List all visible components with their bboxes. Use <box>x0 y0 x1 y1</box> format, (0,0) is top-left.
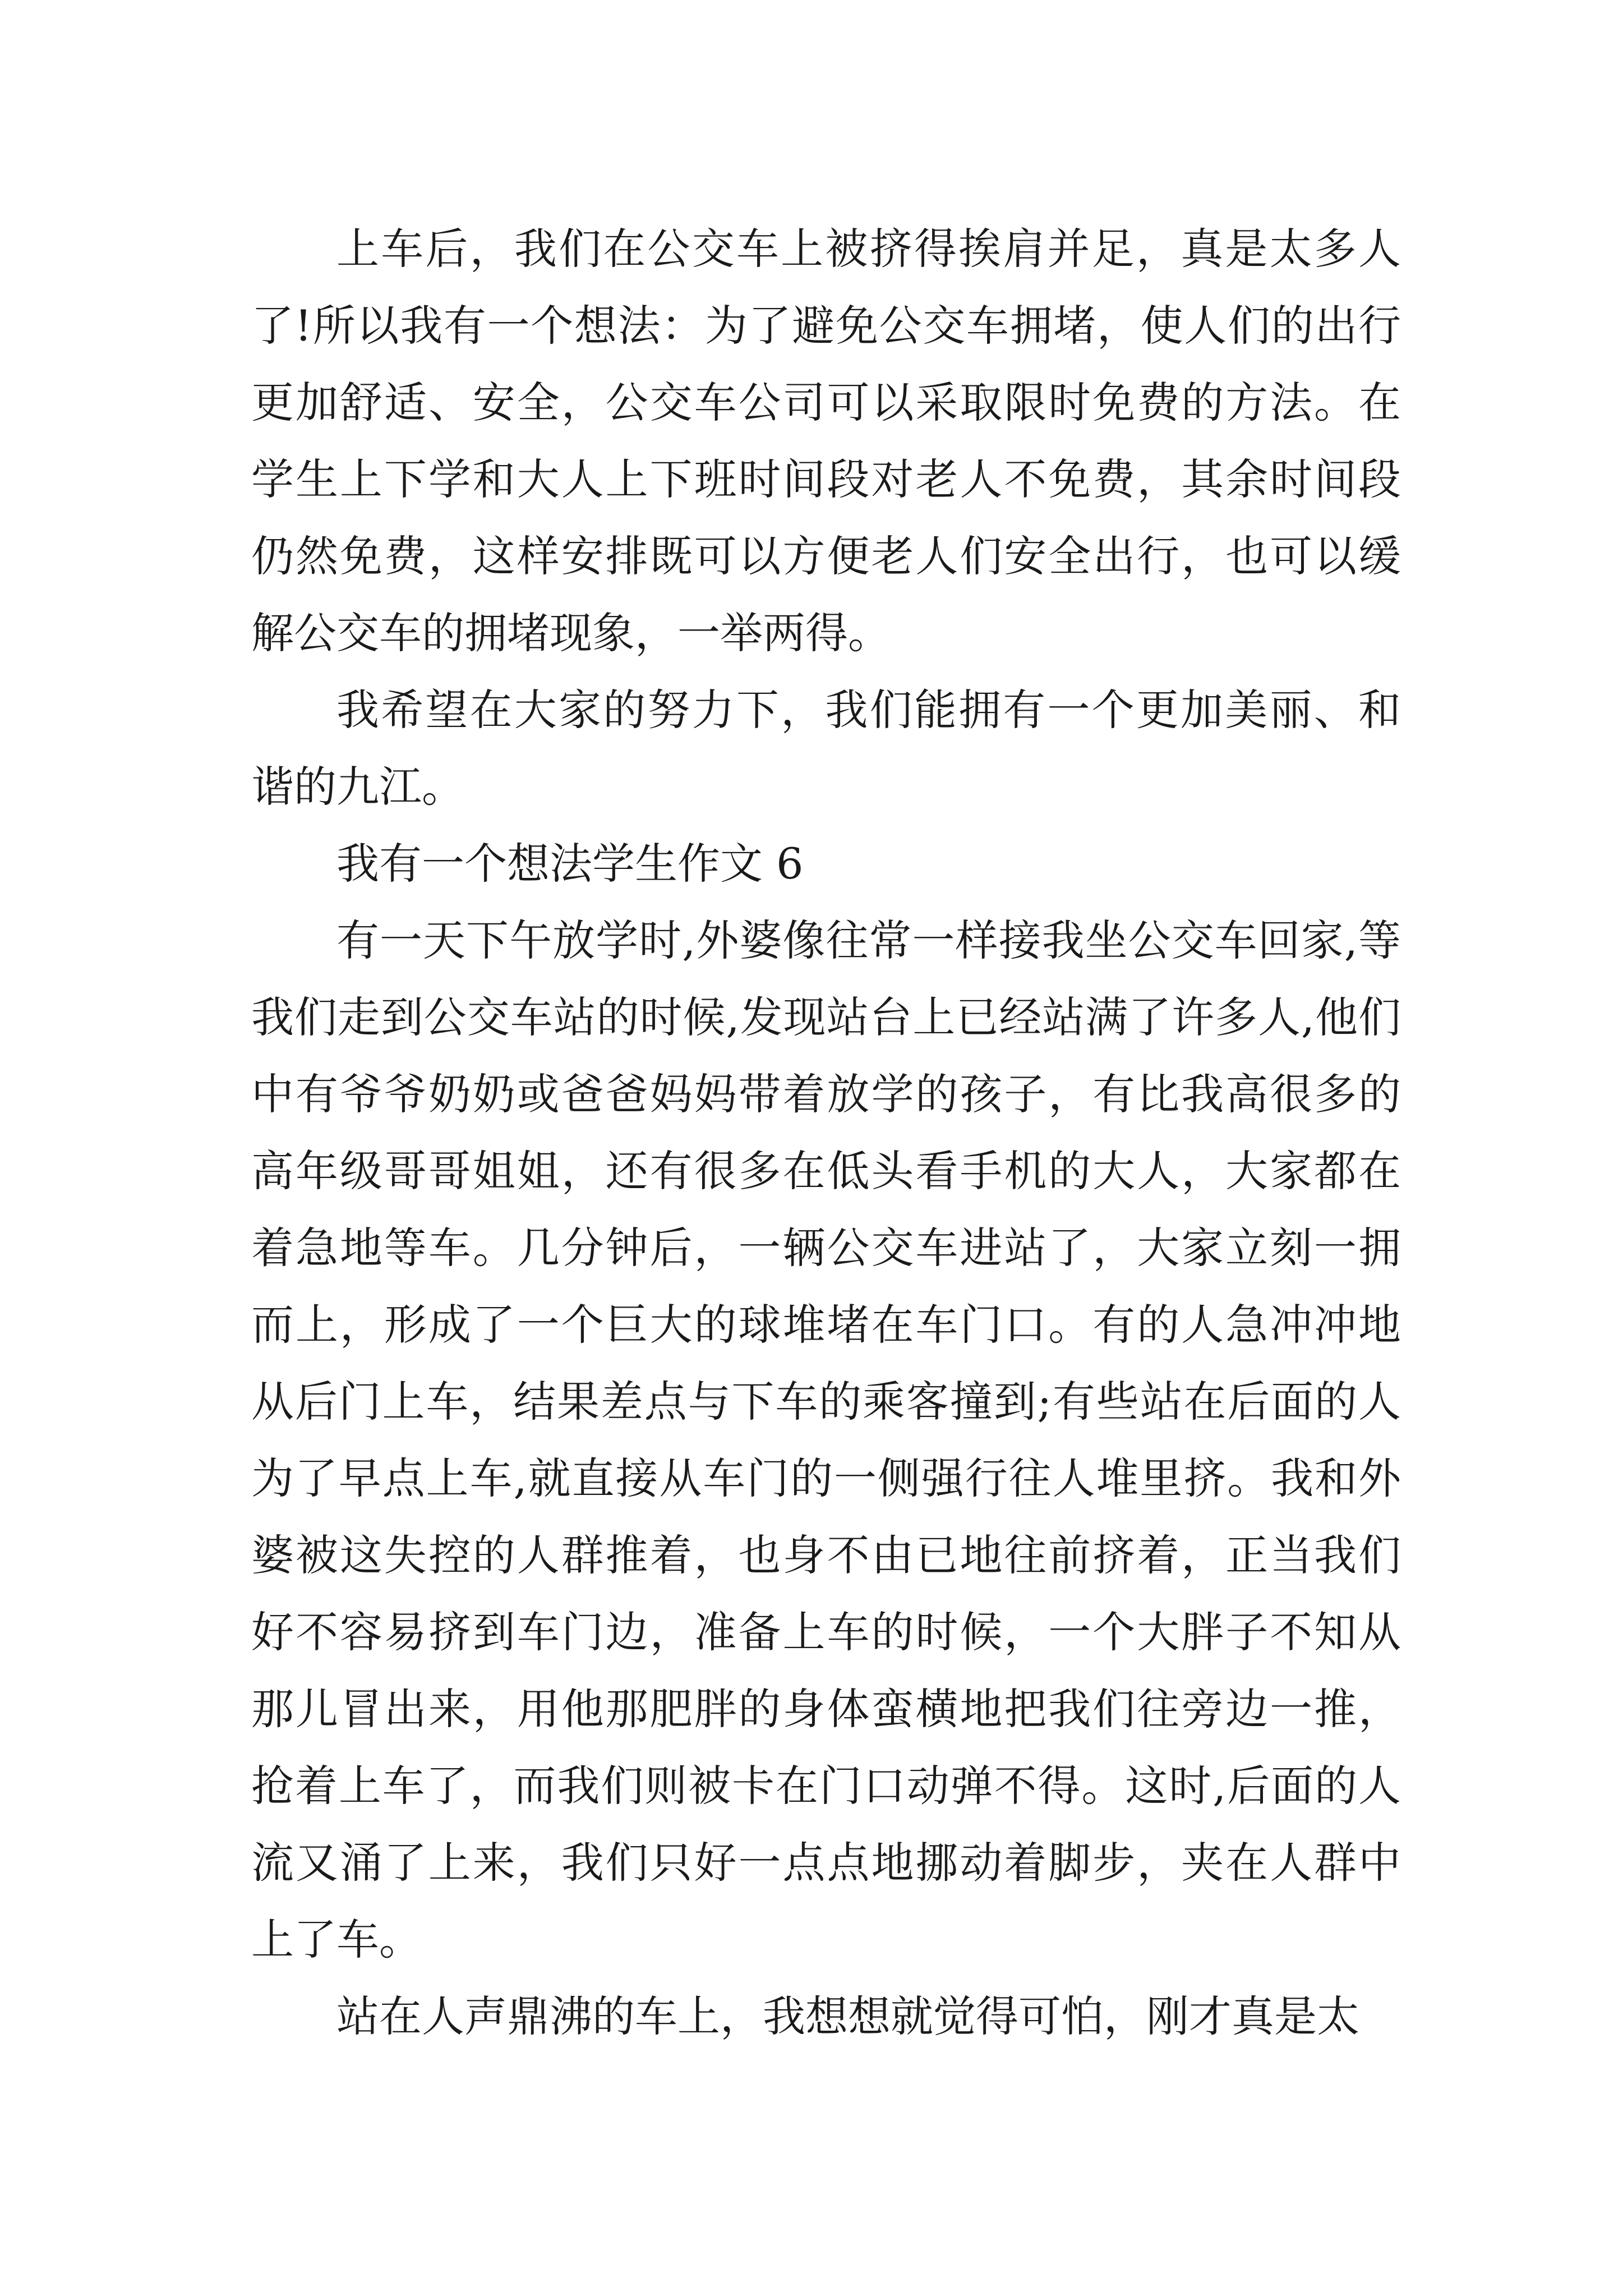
paragraph-after-school-story: 有一天下午放学时,外婆像往常一样接我坐公交车回家,等我们走到公交车站的时候,发现站台上已经站满了许多人,他们中有爷爷奶奶或爸爸妈妈带着放学的孩子，有比我高很多的高年级哥哥姐姐，还有很多在低头看手机的大人，大家都在着急地等车。几分钟后，一辆公交车进站了，大家立刻一拥而上，形成了一个巨大的球堆堵在车门口。有的人急冲冲地从后门上车，结果差点与下车的乘客撞到;有些站在后面的人为了早点上车,就直接从车门的一侧强行往人堆里挤。我和外婆被这失控的人群推着，也身不由已地往前挤着，正当我们好不容易挤到车门边，准备上车的时候，一个大胖子不知从那儿冒出来，用他那肥胖的身体蛮横地把我们往旁边一推，抢着上车了，而我们则被卡在门口动弹不得。这时,后面的人流又涌了上来，我们只好一点点地挪动着脚步，夹在人群中上了车。 <box>251 915 1401 1964</box>
paragraph-on-the-bus: 站在人声鼎沸的车上，我想想就觉得可怕，刚才真是太 <box>336 1991 1359 2041</box>
paragraph-bus-crowding: 上车后，我们在公交车上被挤得挨肩并足，真是太多人了!所以我有一个想法：为了避免公交车拥堵，使人们的出行更加舒适、安全，公交车公司可以采取限时免费的方法。在学生上下学和大人上下班时间段对老人不免费，其余时间段仍然免费，这样安排既可以方便老人们安全出行，也可以缓解公交车的拥堵现象，一举两得。 <box>251 224 1401 658</box>
essay-title: 我有一个想法学生作文 6 <box>336 839 804 889</box>
paragraph-hope-jiujiang: 我希望在大家的努力下，我们能拥有一个更加美丽、和谐的九江。 <box>251 685 1401 812</box>
document-body <box>251 210 1401 2055</box>
